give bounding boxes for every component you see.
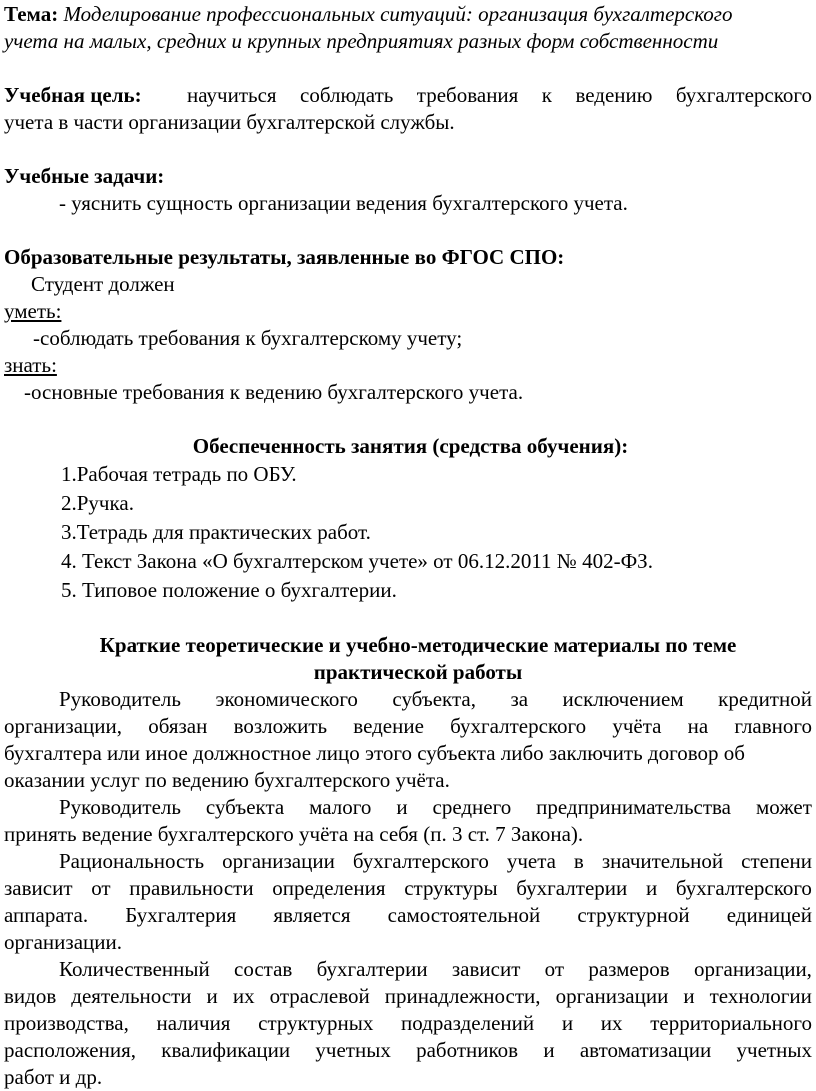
results-student: Студент должен	[31, 272, 175, 296]
word: зависит	[4, 876, 73, 900]
knowledge-item: -основные требования к ведению бухгалтерского учета.	[24, 380, 524, 404]
text-line: принять ведение бухгалтерского учёта на себя (п. 3 ст. 7 Закона).	[4, 822, 584, 846]
word: обязан	[148, 714, 208, 738]
word: предпринимательства	[536, 795, 731, 819]
word: значительной	[601, 849, 724, 873]
word: учетных	[736, 1038, 812, 1062]
word: правильности	[129, 876, 254, 900]
word: организации,	[4, 714, 122, 738]
word: и	[683, 984, 695, 1008]
word: структурных	[258, 1011, 374, 1035]
goal-label: Учебная цель:	[4, 83, 142, 107]
word: Руководитель	[59, 687, 181, 711]
provision-item: 5. Типовое положение о бухгалтерии.	[61, 578, 397, 602]
goal-word: научиться	[187, 83, 277, 107]
word: подразделений	[401, 1011, 535, 1035]
word: видов	[4, 984, 57, 1008]
word: зависит	[451, 957, 521, 981]
topic-block	[4, 0, 812, 55]
word: отраслевой	[269, 984, 370, 1008]
text-line: оказании услуг по ведению бухгалтерского учёта.	[4, 768, 450, 792]
word: ведение	[353, 714, 424, 738]
theory-paragraph-1	[4, 686, 812, 794]
word: структуры	[404, 876, 498, 900]
provision-block	[4, 433, 812, 605]
word: субъекта,	[392, 687, 476, 711]
word: бухгалтерии	[316, 957, 428, 981]
text-line	[4, 983, 812, 1010]
word: работников	[416, 1038, 519, 1062]
knowledge-label: знать:	[4, 353, 57, 377]
word: производства,	[4, 1011, 129, 1035]
word: организации,	[693, 957, 812, 981]
skills-item: -соблюдать требования к бухгалтерскому учету;	[33, 326, 463, 350]
word: единицей	[726, 903, 812, 927]
word: определения	[272, 876, 386, 900]
word: наличия	[156, 1011, 231, 1035]
theory-title-2: практической работы	[313, 660, 523, 684]
topic-text-1: Моделирование профессиональных ситуаций: организация бухгалтерского	[63, 2, 733, 26]
text-line	[4, 686, 812, 713]
provision-item: 1.Рабочая тетрадь по ОБУ.	[61, 462, 297, 486]
word: субъекта	[205, 795, 285, 819]
goal-word: к	[541, 83, 552, 107]
provision-title: Обеспеченность занятия (средства обучения):	[192, 434, 629, 458]
goal-word: соблюдать	[300, 83, 394, 107]
word: и	[645, 876, 658, 900]
skills-label: уметь:	[4, 299, 62, 323]
text-line	[4, 875, 812, 902]
word: в	[573, 849, 584, 873]
theory-title-1: Краткие теоретические и учебно-методические материалы по теме	[99, 633, 737, 657]
goal-word: бухгалтерского	[675, 83, 812, 107]
text-line	[4, 1010, 812, 1037]
text-line	[4, 956, 812, 983]
word: квалификации	[161, 1038, 291, 1062]
goal-word: требования	[416, 83, 519, 107]
word: Количественный	[59, 957, 210, 981]
word: учёта	[612, 714, 662, 738]
word: организации	[222, 849, 335, 873]
word: деятельности	[71, 984, 192, 1008]
provision-item: 2.Ручка.	[61, 491, 134, 515]
word: самостоятельной	[387, 903, 541, 927]
word: кредитной	[718, 687, 812, 711]
word: учетных	[315, 1038, 391, 1062]
word: возложить	[233, 714, 328, 738]
word: технологии	[709, 984, 812, 1008]
word: среднего	[432, 795, 512, 819]
theory-paragraph-2	[4, 794, 812, 848]
word: исключением	[562, 687, 684, 711]
tasks-block	[4, 163, 812, 217]
text-line	[4, 713, 812, 740]
word: автоматизации	[579, 1038, 712, 1062]
word: экономического	[215, 687, 358, 711]
word: структурной	[577, 903, 690, 927]
word: Бухгалтерия	[125, 903, 237, 927]
goal-block	[4, 82, 812, 136]
word: состав	[234, 957, 293, 981]
tasks-label: Учебные задачи:	[4, 164, 165, 188]
goal-line-1	[4, 82, 812, 109]
word: бухгалтерского	[450, 714, 587, 738]
word: и	[543, 1038, 555, 1062]
text-line	[4, 794, 812, 821]
provision-item: 4. Текст Закона «О бухгалтерском учете» от 06.12.2011 № 402-ФЗ.	[61, 549, 653, 573]
word: расположения,	[4, 1038, 136, 1062]
theory-block	[4, 632, 812, 1091]
word: и	[396, 795, 408, 819]
text-line: бухгалтера или иное должностное лицо этого субъекта либо заключить договор об	[4, 741, 745, 765]
word: от	[544, 957, 565, 981]
word: Рациональность	[59, 849, 205, 873]
word: малого	[309, 795, 372, 819]
word: организации	[555, 984, 669, 1008]
word: является	[273, 903, 351, 927]
word: их	[232, 984, 255, 1008]
text-line	[4, 848, 812, 875]
topic-label: Тема:	[4, 2, 59, 26]
word: от	[91, 876, 111, 900]
text-line: организации.	[4, 930, 122, 954]
word: размеров	[588, 957, 670, 981]
word: Руководитель	[59, 795, 181, 819]
theory-paragraph-4	[4, 956, 812, 1091]
tasks-item: - уяснить сущность организации ведения бухгалтерского учета.	[59, 191, 628, 215]
word: главного	[734, 714, 812, 738]
word: за	[510, 687, 529, 711]
word: их	[600, 1011, 623, 1035]
word: аппарата.	[4, 903, 89, 927]
text-line: работ и др.	[4, 1065, 103, 1089]
word: территориального	[650, 1011, 812, 1035]
goal-line-2: учета в части организации бухгалтерской службы.	[4, 110, 455, 134]
goal-word: ведению	[575, 83, 653, 107]
word: принадлежности,	[384, 984, 541, 1008]
word: может	[755, 795, 812, 819]
results-label: Образовательные результаты, заявленные во ФГОС СПО:	[4, 245, 565, 269]
provision-list	[4, 460, 812, 605]
theory-paragraph-3	[4, 848, 812, 956]
word: степени	[741, 849, 812, 873]
provision-item: 3.Тетрадь для практических работ.	[61, 520, 371, 544]
word: на	[687, 714, 709, 738]
topic-text-2: учета на малых, средних и крупных предприятиях разных форм собственности	[4, 29, 719, 53]
word: бухгалтерии	[516, 876, 628, 900]
word: бухгалтерского	[352, 849, 489, 873]
word: бухгалтерского	[675, 876, 812, 900]
results-block	[4, 244, 812, 406]
text-line	[4, 902, 812, 929]
word: и	[206, 984, 218, 1008]
text-line	[4, 1037, 812, 1064]
word: и	[561, 1011, 574, 1035]
topic-line-1	[4, 1, 812, 28]
word: учета	[506, 849, 556, 873]
